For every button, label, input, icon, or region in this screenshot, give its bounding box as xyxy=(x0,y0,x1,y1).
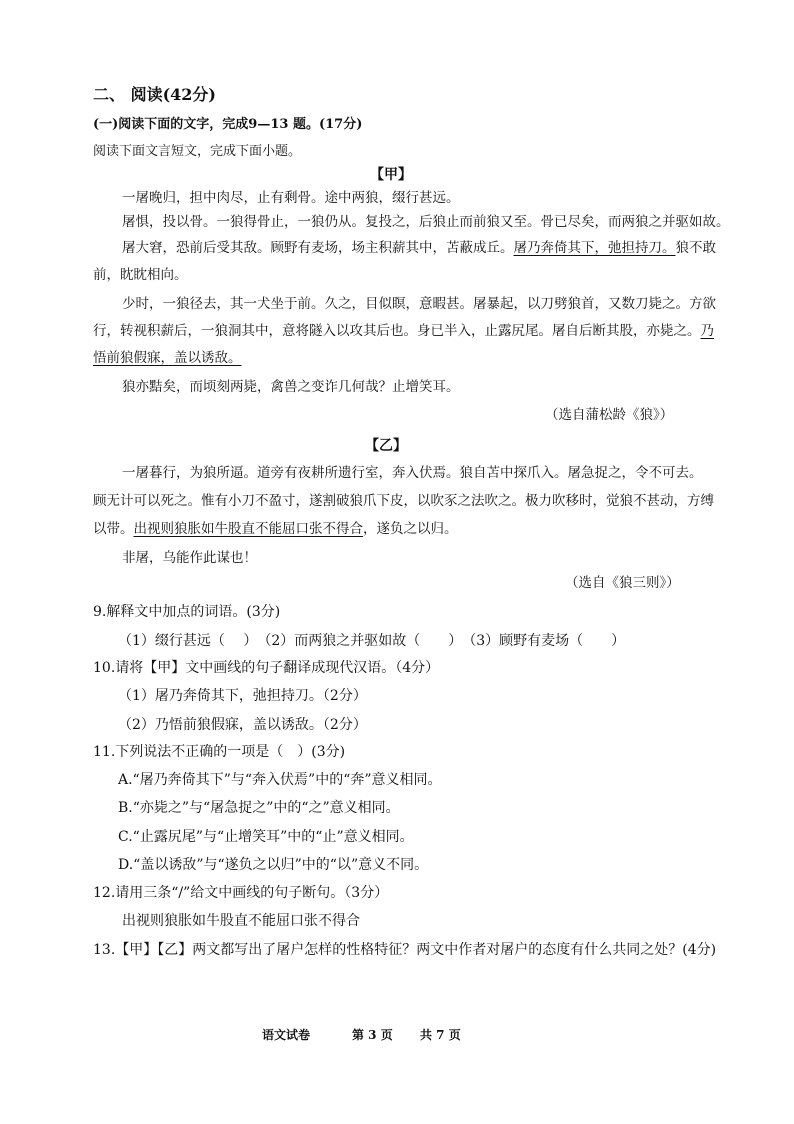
jia-paragraph-2: 屠惧，投以骨。一狼得骨止，一狼仍从。复投之，后狼止而前狼又至。骨已尽矣，而两狼之并驱如故。 xyxy=(122,214,730,230)
question-11-stem: 11.下列说法不正确的一项是（ ）(3分) xyxy=(93,744,346,760)
jia-label: 【甲】 xyxy=(370,167,412,183)
yi-paragraph-1-end xyxy=(93,520,458,538)
footer-page: 第 3 页 xyxy=(352,1028,393,1042)
question-10-stem: 10.请将【甲】文中画线的句子翻译成现代汉语。（4分） xyxy=(93,660,440,676)
jia-p3-tail: 狼不敢 xyxy=(675,240,716,256)
footer-paper: 语文试卷 xyxy=(262,1028,311,1042)
jia-p4-underlined-2: 悟前狼假寐，盖以诱敌。 xyxy=(93,350,242,366)
jia-paragraph-4-cont xyxy=(93,322,714,340)
yi-source: （选自《狼三则》） xyxy=(565,575,680,591)
jia-paragraph-1: 一屠晚归，担中肉尽，止有剩骨。途中两狼，缀行甚远。 xyxy=(122,190,460,206)
question-11-option-c: C.“止露尻尾”与“止增笑耳”中的“止”意义相同。 xyxy=(118,829,414,845)
yi-p1-tail: ，遂负之以归。 xyxy=(363,521,458,537)
question-10-s1: （1）屠乃奔倚其下，弛担持刀。（2分） xyxy=(118,688,367,704)
jia-paragraph-3-cont: 前，眈眈相向。 xyxy=(93,267,188,283)
footer-total: 共 7 页 xyxy=(420,1028,461,1042)
question-12-stem: 12.请用三条“/”给文中画线的句子断句。（3分） xyxy=(93,885,389,901)
instruction: 阅读下面文言短文，完成下面小题。 xyxy=(93,144,302,159)
yi-paragraph-1-cont: 顾无计可以死之。惟有小刀不盈寸，遂割破狼爪下皮，以吹豕之法吹之。极力吹移时，觉狼不甚动，方缚 xyxy=(93,493,714,509)
jia-paragraph-4: 少时，一狼径去，其一犬坐于前。久之，目似瞑，意暇甚。屠暴起，以刀劈狼首，又数刀毙之。方欲 xyxy=(122,296,716,312)
yi-label: 【乙】 xyxy=(365,438,407,454)
question-9-items: （1）缀行甚远（ ） （2）而两狼之并驱如故（ ） （3）顾野有麦场（ ） xyxy=(118,633,626,649)
jia-source: （选自蒲松龄《狼》） xyxy=(545,407,674,423)
question-9-stem: 9.解释文中加点的词语。(3分) xyxy=(93,604,281,620)
question-10-s2: （2）乃悟前狼假寐，盖以诱敌。（2分） xyxy=(118,717,367,733)
yi-paragraph-1: 一屠暮行，为狼所逼。道旁有夜耕所遗行室，奔入伏焉。狼自苫中探爪入。屠急捉之，令不可去。 xyxy=(122,465,703,481)
part-header: (一)阅读下面的文字，完成9—13 题。(17分) xyxy=(93,117,363,132)
yi-p1-text: 以带。 xyxy=(93,521,134,537)
question-11-option-a: A.“屠乃奔倚其下”与“奔入伏焉”中的“奔”意义相同。 xyxy=(118,772,442,788)
jia-paragraph-5: 狼亦黠矣，而顷刻两毙，禽兽之变诈几何哉？止增笑耳。 xyxy=(122,379,460,395)
question-12-sentence: 出视则狼胀如牛股直不能屈口张不得合 xyxy=(122,913,360,929)
yi-p1-underlined: 出视则狼胀如牛股直不能屈口张不得合 xyxy=(133,521,363,537)
question-11-option-b: B.“亦毙之”与“屠急捉之”中的“之”意义相同。 xyxy=(118,800,400,816)
jia-p3-text: 屠大窘，恐前后受其敌。顾野有麦场，场主积薪其中，苫蔽成丘。 xyxy=(122,240,514,256)
jia-paragraph-3 xyxy=(122,239,716,257)
question-13-stem: 13.【甲】【乙】两文都写出了屠户怎样的性格特征？两文中作者对屠户的态度有什么共同之处？(4分) xyxy=(93,942,717,958)
jia-p4-underlined-1: 乃 xyxy=(700,323,714,339)
jia-p4-text: 行，转视积薪后，一狼洞其中，意将隧入以攻其后也。身已半入，止露尻尾。屠自后断其股，亦毙之。 xyxy=(93,323,701,339)
jia-p3-underlined: 屠乃奔倚其下，弛担持刀。 xyxy=(513,240,676,256)
yi-paragraph-2: 非屠，乌能作此谋也！ xyxy=(122,550,257,566)
section-title: 二、 阅读(42分) xyxy=(93,85,216,104)
question-11-option-d: D.“盖以诱敌”与“遂负之以归”中的“以”意义不同。 xyxy=(118,857,429,873)
